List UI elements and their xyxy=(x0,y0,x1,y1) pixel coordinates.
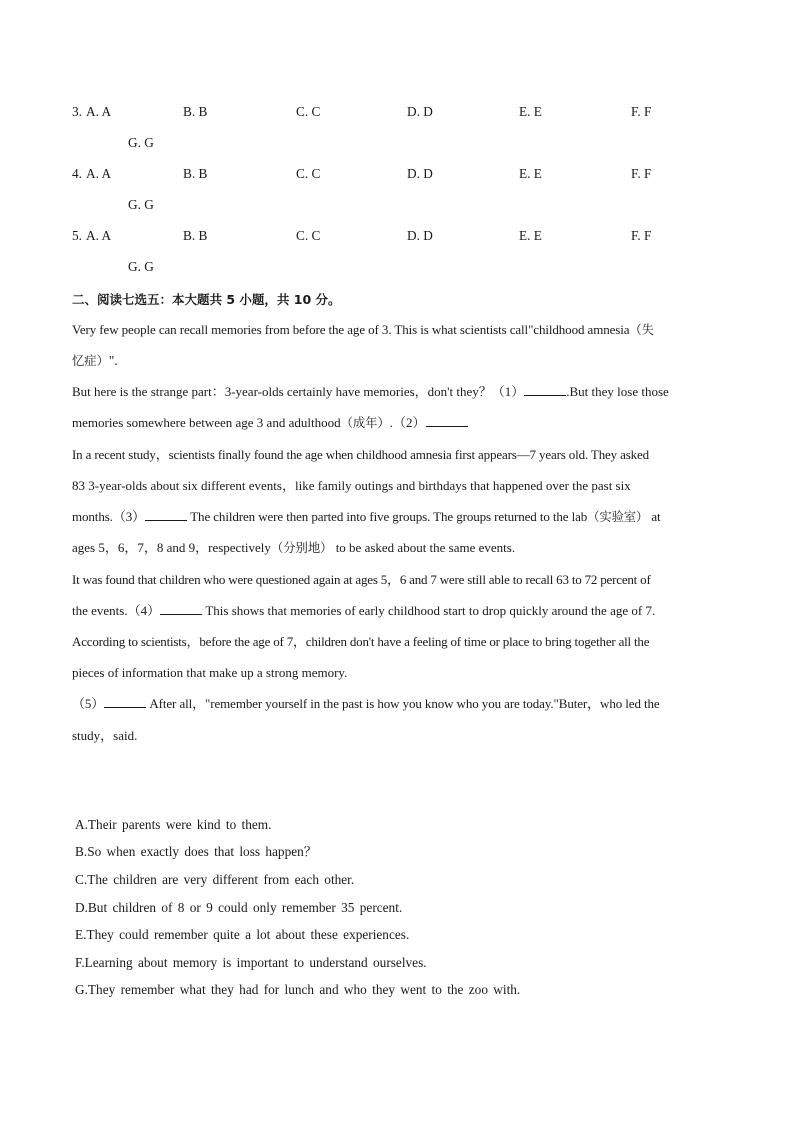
option-a: A. A xyxy=(86,166,112,181)
choice-a: A.Their parents were kind to them. xyxy=(75,817,272,832)
passage-line: study，said. xyxy=(72,728,138,743)
option-f: F. F xyxy=(631,166,652,181)
option-d: D. D xyxy=(407,228,433,243)
passage-text: This shows that memories of early childhood start to drop quickly around the age of 7. xyxy=(205,603,656,618)
option-d: D. D xyxy=(407,166,433,181)
question-3-options xyxy=(72,103,722,121)
passage-text: the events.（4） xyxy=(72,603,161,618)
option-c: C. C xyxy=(296,228,321,243)
choice-g: G.They remember what they had for lunch and who they went to the zoo with. xyxy=(75,982,521,997)
passage-text: Very few people can recall memories from before the age of 3. This is what scientists call"childhood amnesia xyxy=(72,322,630,337)
answer-blank-2[interactable] xyxy=(426,414,468,427)
question-4-number: 4. xyxy=(72,166,82,181)
choice-f: F.Learning about memory is important to understand ourselves. xyxy=(75,955,427,970)
option-c: C. C xyxy=(296,104,321,119)
passage-cjk-text: （分别地） xyxy=(270,541,333,555)
section-title: 二、阅读七选五：本大题共 5 小题，共 10 分。 xyxy=(72,292,341,307)
option-b: B. B xyxy=(183,104,208,119)
option-d: D. D xyxy=(407,104,433,119)
passage-cjk-text: （成年） xyxy=(340,416,390,430)
passage-text: （5） xyxy=(72,696,105,711)
passage-text: ". xyxy=(108,353,118,368)
option-g: G. G xyxy=(128,197,154,212)
choice-c: C.The children are very different from each other. xyxy=(75,872,355,887)
passage-text: The children were then parted into five groups. The groups returned to the lab xyxy=(190,509,588,524)
question-5-number: 5. xyxy=(72,228,82,243)
passage-text: memories somewhere between age 3 and adulthood xyxy=(72,415,341,430)
option-g: G. G xyxy=(128,135,154,150)
option-a: A. A xyxy=(86,104,112,119)
option-e: E. E xyxy=(519,104,542,119)
passage-line: It was found that children who were questioned again at ages 5，6 and 7 were still able to recall 63 to 72 percent of xyxy=(72,572,651,587)
passage-text: After all，"remember yourself in the past is how you know who you are today."Buter，who led the xyxy=(149,696,660,711)
passage-cjk-text: （实验室） xyxy=(587,510,649,524)
question-4-options xyxy=(72,165,722,183)
passage-line: pieces of information that make up a strong memory. xyxy=(72,665,348,680)
passage-text: .But they lose those xyxy=(566,384,669,399)
passage-line: According to scientists，before the age of 7，children don't have a feeling of time or place to bring together all the xyxy=(72,634,650,649)
option-e: E. E xyxy=(519,228,542,243)
choice-d: D.But children of 8 or 9 could only remember 35 percent. xyxy=(75,900,403,915)
passage-line xyxy=(72,539,724,557)
passage-cjk-text: （失 xyxy=(629,323,654,337)
answer-blank-1[interactable] xyxy=(524,383,566,396)
passage-text: .（2） xyxy=(389,415,426,430)
passage-line xyxy=(72,321,724,339)
passage-line xyxy=(72,695,724,713)
passage-line: In a recent study，scientists finally found the age when childhood amnesia first appears—7 years old. They asked xyxy=(72,447,649,462)
option-a: A. A xyxy=(86,228,112,243)
question-5-options xyxy=(72,227,722,245)
passage-text: at xyxy=(651,509,661,524)
answer-blank-4[interactable] xyxy=(160,602,202,615)
question-3-number: 3. xyxy=(72,104,82,119)
passage-line xyxy=(72,383,724,401)
option-f: F. F xyxy=(631,228,652,243)
option-b: B. B xyxy=(183,228,208,243)
passage-text: But here is the strange part：3-year-olds certainly have memories，don't they？（1） xyxy=(72,384,525,399)
passage-line: 83 3-year-olds about six different events，like family outings and birthdays that happened over the past six xyxy=(72,478,631,493)
passage-line xyxy=(72,414,724,432)
option-b: B. B xyxy=(183,166,208,181)
answer-blank-3[interactable] xyxy=(145,508,187,521)
passage-text: months.（3） xyxy=(72,509,146,524)
option-f: F. F xyxy=(631,104,652,119)
passage-cjk-text: 忆症） xyxy=(72,354,109,368)
choice-e: E.They could remember quite a lot about these experiences. xyxy=(75,927,410,942)
answer-blank-5[interactable] xyxy=(104,695,146,708)
passage-line xyxy=(72,352,724,370)
option-e: E. E xyxy=(519,166,542,181)
passage-text: ages 5，6，7，8 and 9，respectively xyxy=(72,540,271,555)
choice-b: B.So when exactly does that loss happen？ xyxy=(75,844,318,859)
option-c: C. C xyxy=(296,166,321,181)
passage-line xyxy=(72,508,724,526)
passage-text: to be asked about the same events. xyxy=(335,540,516,555)
passage-line xyxy=(72,602,724,620)
option-g: G. G xyxy=(128,259,154,274)
